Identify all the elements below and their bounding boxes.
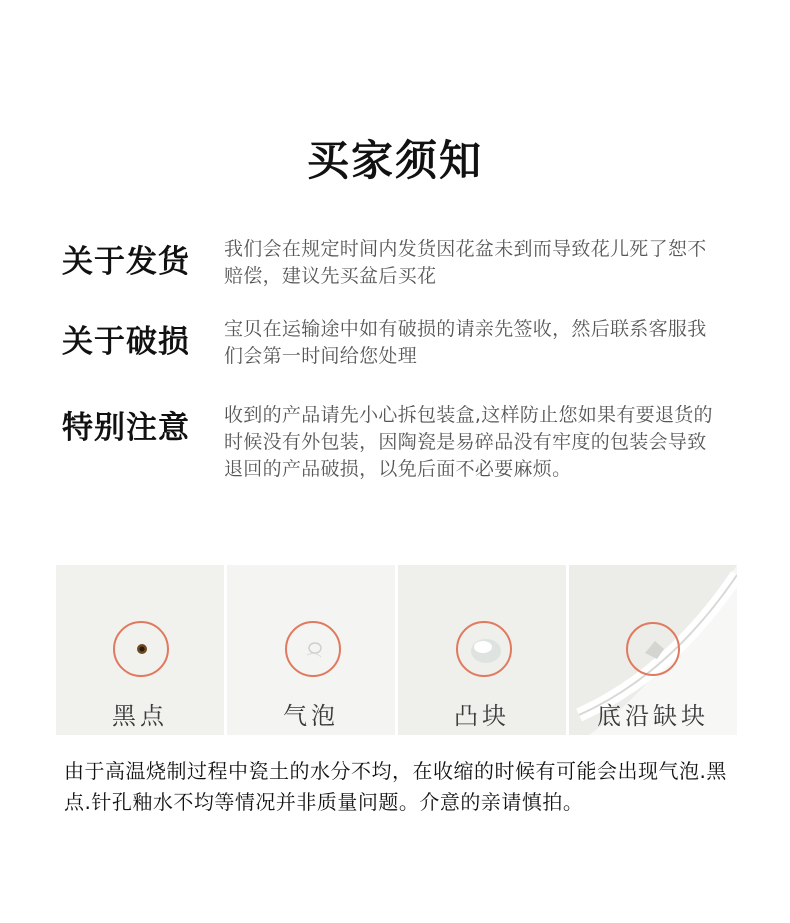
notice-label: 特别注意 — [62, 410, 190, 446]
photo-chipped-rim — [569, 565, 737, 735]
notice-text: 宝贝在运输途中如有破损的请亲先签收，然后联系客服我们会第一时间给您处理 — [224, 318, 707, 367]
defect-photo-strip — [56, 565, 738, 735]
photo-label: 凸块 — [454, 702, 510, 730]
photo-label: 黑点 — [112, 702, 168, 730]
photo-label: 气泡 — [283, 702, 339, 730]
quality-disclaimer: 由于高温烧制过程中瓷土的水分不均，在收缩的时候有可能会出现气泡.黑点.针孔釉水不均等情况并非质量问题。介意的亲请慎拍。 — [64, 759, 727, 814]
notice-text: 收到的产品请先小心拆包装盒,这样防止您如果有要退货的时候没有外包装，因陶瓷是易碎品没有牢度的包装会导致退回的产品破损，以免后面不必要麻烦。 — [224, 404, 713, 480]
photo-black-dot — [56, 565, 224, 735]
notice-label: 关于破损 — [62, 324, 190, 360]
photo-label: 底沿缺块 — [597, 702, 709, 730]
photo-bump — [398, 565, 566, 735]
notice-label: 关于发货 — [62, 244, 190, 280]
notice-text: 我们会在规定时间内发货因花盆未到而导致花儿死了恕不赔偿，建议先买盆后买花 — [224, 238, 707, 287]
page-title: 买家须知 — [306, 136, 483, 185]
photo-bubble — [227, 565, 395, 735]
